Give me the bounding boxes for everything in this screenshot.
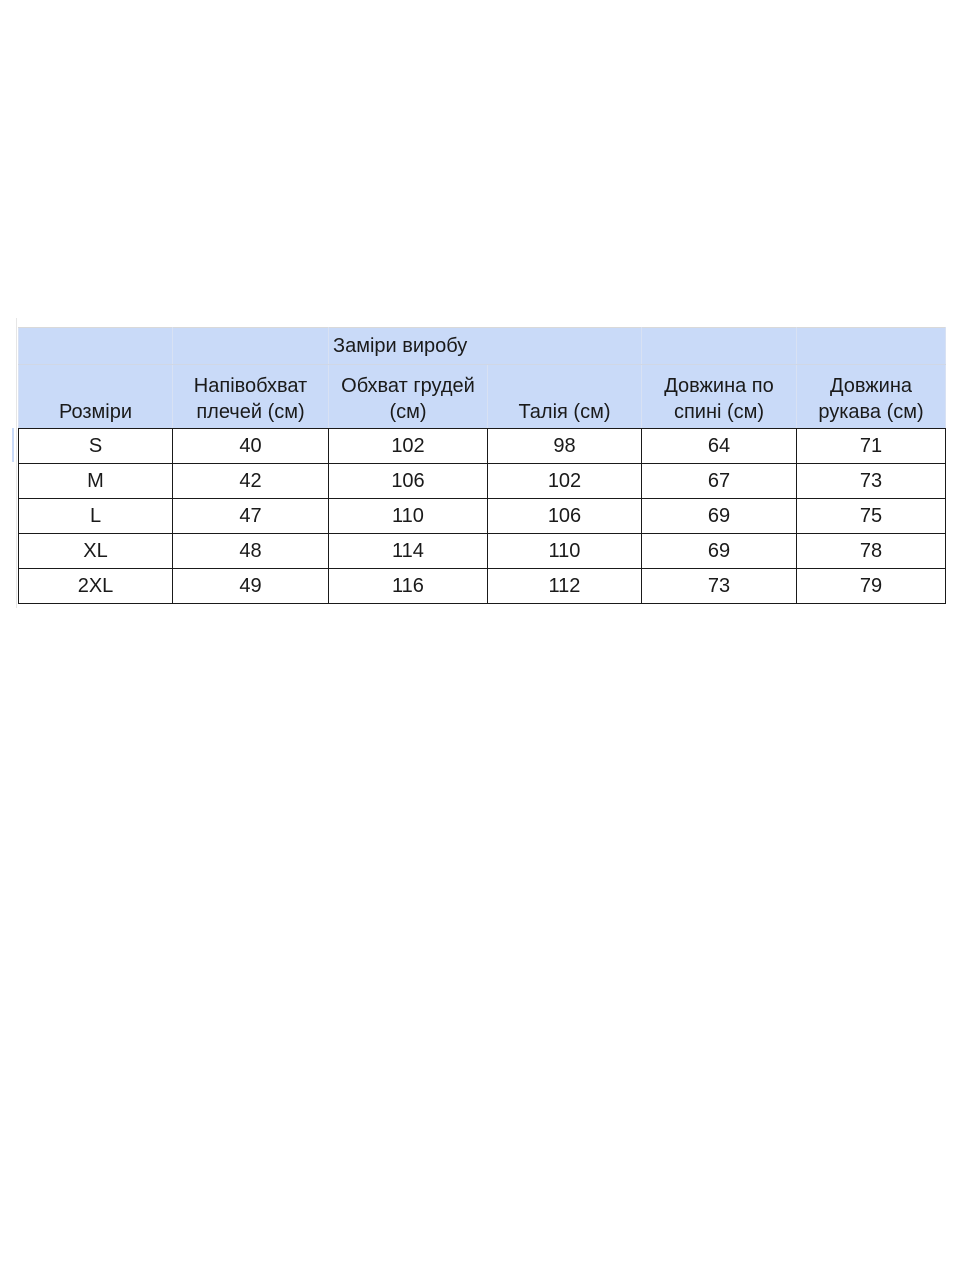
value-cell: 47 <box>173 499 329 534</box>
value-cell: 114 <box>329 534 488 569</box>
column-header-chest: Обхват грудей (см) <box>329 365 488 429</box>
value-cell: 71 <box>797 429 946 464</box>
table-row <box>19 499 946 534</box>
size-cell: L <box>19 499 173 534</box>
value-cell: 69 <box>642 499 797 534</box>
value-cell: 42 <box>173 464 329 499</box>
value-cell: 73 <box>642 569 797 604</box>
size-cell: XL <box>19 534 173 569</box>
size-cell: S <box>19 429 173 464</box>
title-empty-cell <box>642 328 797 365</box>
value-cell: 112 <box>488 569 642 604</box>
value-cell: 79 <box>797 569 946 604</box>
value-cell: 110 <box>329 499 488 534</box>
title-empty-cell <box>173 328 329 365</box>
row-selection-marker <box>12 428 14 462</box>
column-header-size: Розміри <box>19 365 173 429</box>
title-empty-cell <box>797 328 946 365</box>
value-cell: 67 <box>642 464 797 499</box>
value-cell: 73 <box>797 464 946 499</box>
title-empty-cell <box>19 328 173 365</box>
table-row <box>19 534 946 569</box>
value-cell: 48 <box>173 534 329 569</box>
table-row <box>19 569 946 604</box>
value-cell: 106 <box>488 499 642 534</box>
title-empty-cell <box>488 328 642 365</box>
value-cell: 78 <box>797 534 946 569</box>
table-title: Заміри виробу <box>329 328 488 365</box>
title-row <box>19 328 946 365</box>
column-header-waist: Талія (см) <box>488 365 642 429</box>
column-header-shoulders: Напівобхват плечей (см) <box>173 365 329 429</box>
value-cell: 49 <box>173 569 329 604</box>
size-cell: M <box>19 464 173 499</box>
value-cell: 98 <box>488 429 642 464</box>
table-row <box>19 464 946 499</box>
column-header-back-length: Довжина по спині (см) <box>642 365 797 429</box>
value-cell: 75 <box>797 499 946 534</box>
value-cell: 106 <box>329 464 488 499</box>
value-cell: 110 <box>488 534 642 569</box>
value-cell: 116 <box>329 569 488 604</box>
column-header-sleeve-length: Довжина рукава (см) <box>797 365 946 429</box>
size-table <box>18 327 946 604</box>
value-cell: 40 <box>173 429 329 464</box>
value-cell: 102 <box>488 464 642 499</box>
size-cell: 2XL <box>19 569 173 604</box>
header-row <box>19 365 946 429</box>
sheet-gridline <box>16 318 17 608</box>
size-chart <box>18 327 946 604</box>
value-cell: 102 <box>329 429 488 464</box>
value-cell: 64 <box>642 429 797 464</box>
value-cell: 69 <box>642 534 797 569</box>
table-row <box>19 429 946 464</box>
